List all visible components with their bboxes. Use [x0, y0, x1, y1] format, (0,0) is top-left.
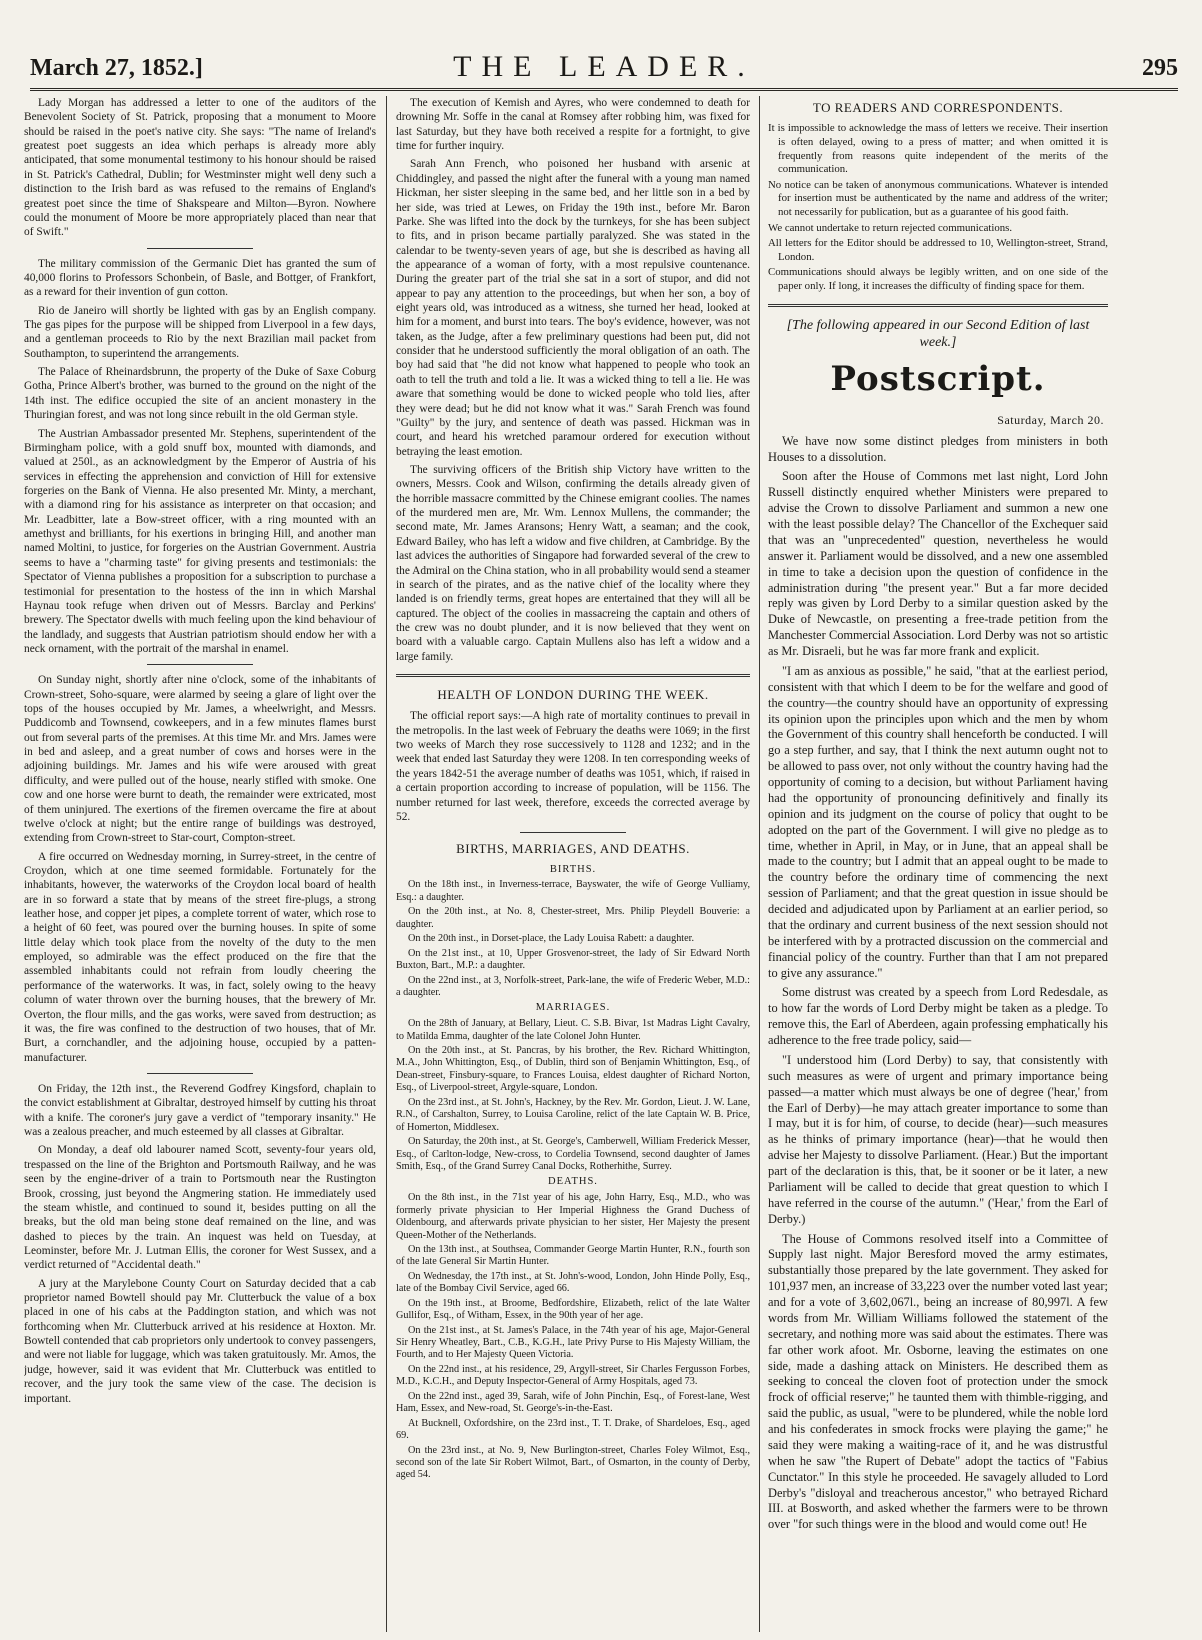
notice: On the 23rd inst., at St. John's, Hackney, by the Rev. Mr. Gordon, Lieut. J. W. Lane, R.N., of Carshalton, Surrey, to Louisa Caroline, relict of the late Captain W. B. Price, of Homerton, Middlesex.: [396, 1096, 750, 1133]
divider: [520, 832, 626, 833]
masthead-rule: [30, 88, 1178, 91]
notice: No notice can be taken of anonymous communications. Whatever is intended for insertion must be authenticated by the name and address of the writer; not necessarily for publication, but as a guarantee of his good faith.: [768, 178, 1108, 218]
edition-note: [The following appeared in our Second Edition of last week.]: [786, 317, 1090, 351]
notice: On the 13th inst., at Southsea, Commander George Martin Hunter, R.N., fourth son of the late General Sir Martin Hunter.: [396, 1243, 750, 1268]
section-rule: [396, 674, 750, 677]
divider: [147, 248, 253, 249]
divider: [147, 1073, 253, 1074]
paragraph: On Sunday night, shortly after nine o'clock, some of the inhabitants of Crown-street, Soho-square, were alarmed by seeing a glare of light over the tops of the houses occupied by Mr. James, a wheelwright, and Messrs. Puddicomb and Townsend, cowkeepers, and in a few minutes flames burst out from several parts of the premises. At this time Mr. and Mrs. James were in bed and asleep, and a great number of cows and horses were in the adjoining buildings. Mr. James and his wife were aroused with great difficulty, and were pulled out of the house, nearly stifled with smoke. One cow and one horse were burnt to death, the remainder were extricated, most of them uninjured. The exertions of the firemen overcame the fire at about twelve o'clock at night; but the entire range of buildings was destroyed, extending from Crown-street to Star-court, Compton-street.: [24, 674, 376, 845]
paragraph: Some distrust was created by a speech from Lord Redesdale, as to how far the words of Lord Derby might be taken as a pledge. To remove this, the Earl of Aberdeen, again professing emphatically his adherence to the free trade policy, said—: [768, 985, 1108, 1048]
postscript-body: [768, 434, 1108, 1534]
notice: On the 18th inst., in Inverness-terrace, Bayswater, the wife of George Vulliamy, Esq.: a daughter.: [396, 879, 750, 903]
divider: [147, 664, 253, 665]
notice: On the 20th inst., at No. 8, Chester-street, Mrs. Philip Pleydell Bouverie: a daughter.: [396, 906, 750, 930]
notice: On the 22nd inst., aged 39, Sarah, wife of John Pinchin, Esq., of Forest-lane, West Ham, Essex, and New-road, St. George's-in-the-East.: [396, 1390, 750, 1415]
paragraph: "I am as anxious as possible," he said, "that at the earliest period, consistent with that which I deem to be for the welfare and good of the country—the country should have an opportunity of expressing its opinion upon the principles upon which and the men by whom the Government of this country shall henceforth be conducted. I will go a step further, and say, that I think the next autumn ought not to be allowed to pass over, not only without the country having had the opportunity of coming to a decision, but without Parliament having had the opportunity of pronouncing definitively and finally its opinion and its judgment on the course of policy that ought to be adopted on the part of the Government. I will give no pledge as to time, whether in April, in May, or in June, that an appeal shall be made to the country; but I admit that an appeal ought to be made to the country before the ordinary time of commencing the next session of Parliament; and that the great question in issue should be decided and adjudicated upon by Parliament at an earlier period, so that the ordinary and current business of the next session should not be interfered with by a protracted discussion on the commercial and financial policy of the country. Further than that I am not prepared to give any assurance.": [768, 663, 1108, 980]
issue-date: March 27, 1852.]: [30, 55, 203, 81]
column-3: [768, 96, 1108, 1632]
dateline: Saturday, March 20.: [997, 412, 1104, 427]
column-1: [24, 96, 376, 1632]
paragraph: The execution of Kemish and Ayres, who were condemned to death for drowning Mr. Soffe in the canal at Romsey after robbing him, was fixed for last Saturday, but they have both received a respite for a fortnight, to give time for further inquiry.: [396, 97, 750, 153]
readers-heading: TO READERS AND CORRESPONDENTS.: [812, 100, 1064, 115]
paragraph: Rio de Janeiro will shortly be lighted with gas by an English company. The gas pipes for the purpose will be shipped from Liverpool in a few days, and a gentleman proceeds to Rio by the next Brazilian mail packet from Southampton, to superintend the arrangements.: [24, 304, 376, 360]
notice: On the 23rd inst., at No. 9, New Burlington-street, Charles Foley Wilmot, Esq., second son of the late Sir Robert Wilmot, Bart., of Osmarton, in the county of Derby, aged 54.: [396, 1444, 750, 1481]
paragraph: The military commission of the Germanic Diet has granted the sum of 40,000 florins to Professors Schonbein, of Basle, and Bottger, of Frankfort, as a reward for their invention of gun cotton.: [24, 257, 376, 299]
page-number: 295: [1142, 55, 1178, 81]
marriages-label: MARRIAGES.: [535, 1002, 611, 1014]
notice: On the 21st inst., at 10, Upper Grosvenor-street, the lady of Sir Edward North Buxton, Bart., M.P.: a daughter.: [396, 947, 750, 972]
paragraph: Soon after the House of Commons met last night, Lord John Russell distinctly enquired whether Ministers were prepared to advise the Crown to dissolve Parliament and summon a new one with the least possible delay? The Chancellor of the Exchequer said that was an "unprecedented" question, nevertheless he would answer it. Parliament would be dissolved, and a new one assembled in time to take a decision upon the question of confidence in the administration during "the present year." But a far more decided reply was given by Lord Derby to a similar question asked by the Duke of Newcastle, on presenting a free-trade petition from the Manchester Commercial Association. Lord Derby was not so artistic as Mr. Disraeli, but he was far more frank and explicit.: [768, 469, 1108, 659]
paragraph: The Palace of Rheinardsbrunn, the property of the Duke of Saxe Coburg Gotha, Prince Albert's brother, was burned to the ground on the night of the 14th inst. The edifice occupied the site of an ancient monastery in the Thuringian forest, and was not long since rebuilt in the old German style.: [24, 366, 376, 422]
notice: On the 21st inst., at St. James's Palace, in the 74th year of his age, Major-General Sir Henry Wheatley, Bart., C.B., K.G.H., late Privy Purse to His Majesty William, the Fourth, and to Her Majesty Queen Victoria.: [396, 1324, 750, 1361]
postscript-heading: Postscript.: [830, 358, 1046, 399]
paragraph: The official report says:—A high rate of mortality continues to prevail in the metropolis. In the last week of February the deaths were 1069; in the first two weeks of March they rose successively to 1128 and 1232; and in the week that ended last Saturday they were 1208. In ten corresponding weeks of the years 1842-51 the average number of deaths was 1051, which, if raised in a certain proportion according to increase of population, will be 1156. The number returned for last week, therefore, exceeds the corrected average by 52.: [396, 710, 750, 823]
paragraph: The House of Commons resolved itself into a Committee of Supply last night. Major Beresford moved the army estimates, substantially those prepared by the late government. They asked for 101,937 men, an increase of 33,223 over the number voted last year; and for a vote of 3,602,067l., being an increase of 80,997l. A few words from Mr. William Williams followed the statement of the secretary, and nothing more was said about the estimates. There was far other work afoot. Mr. Osborne, leaving the estimates on one side, made a dashing attack on Ministers. He described them as seeking to conceal the cloven foot of protection under the smock frock of official reserve;" he taunted them with thimble-rigging, and said the public, as usual, "were to be plundered, while the noble lord and his confederates in smock frocks were playing the game;" he said they were making a waiting-race of it, and he was distrustful when he saw "the Rupert of Debate" adopt the tactics of "Fabius Cunctator." In this style he proceeded. He savagely alluded to Lord Derby's "disloyal and treacherous ancestor," who betrayed Richard III. at Bosworth, and asked whether the farmers were to be thrown over "for such things were in the blood and would come out! He: [768, 1231, 1108, 1532]
paragraph: Lady Morgan has addressed a letter to one of the auditors of the Benevolent Society of St. Patrick, proposing that a monument to Moore should be raised in the poet's native city. She says: "The name of Ireland's greatest poet suggests an idea which perhaps is already more ably anticipated, that some monumental testimony to his honour should be raised in St. Patrick's Cathedral, Dublin; for Westminster might well deny such a distinction to the Irish bard as was refused to the remains of England's greatest poet since the time of Shakspeare and Milton—Byron. Nowhere could the monument of Moore be more appropriately placed than near that of Swift.": [24, 97, 376, 239]
bmd-notices: [396, 864, 750, 1482]
section-heading-health: HEALTH OF LONDON DURING THE WEEK.: [437, 687, 709, 703]
notice: On the 8th inst., in the 71st year of his age, John Harry, Esq., M.D., who was formerly private physician to Her Imperial Highness the Grand Duchess of Oldenbourg, and afterwards private physician to her sister, Her Majesty the present Queen-Mother of the Netherlands.: [396, 1192, 750, 1241]
births-label: BIRTHS.: [549, 863, 597, 875]
notice: On the 20th inst., in Dorset-place, the Lady Louisa Rabett: a daughter.: [408, 933, 695, 945]
paragraph: A jury at the Marylebone County Court on Saturday decided that a cab proprietor named Bowtell should pay Mr. Clutterbuck the value of a box placed in one of his cabs at the Paddington station, and which was not forthcoming when Mr. Clutterbuck arrived at his residence at Hoxton. Mr. Bowtell contended that cab proprietors only undertook to convey passengers, and were not liable for luggage, which was taken gratuitously. Mr. Amos, the judge, however, said it was evident that Mr. Clutterbuck was entitled to recover, and the jury took the same view of the case. The decision is important.: [24, 1277, 376, 1405]
notice: It is impossible to acknowledge the mass of letters we receive. Their insertion is often delayed, owing to a press of matter; and when omitted it is frequently from reasons quite independent of the merits of the communication.: [768, 122, 1108, 176]
paragraph: The Austrian Ambassador presented Mr. Stephens, superintendent of the Birmingham police, with a gold snuff box, mounted with diamonds, and valued at 250l., as an acknowledgment by the Emperor of Austria of his services in effecting the apprehension and conviction of Hill for extensive forgeries on the Bank of Vienna. He also presented Mr. Minty, a merchant, with a diamond ring for his assistance as interpreter on that occasion; and Mr. Leadbitter, late a Bow-street officer, with a ring mounted with an amethyst and brilliants, for his exertions in bringing Hill, and another man named Moltini, to justice, for forgeries on the Austrian Government. Austria seems to have a "charming taste" for giving presents and testimonials: the Spectator of Vienna publishes a proposition for a subscription to purchase a testimonial for presentation to the hostess of the inn in which Marshal Haynau took refuge when driven out of Messrs. Barclay and Perkins' brewery. The Spectator dwells with much feeling upon the kind behaviour of the landlady, and suggests that Austrian patriotism should endow her with a neck ornament, with the portrait of the marshal in enamel.: [24, 427, 376, 655]
deaths-label: DEATHS.: [548, 1176, 598, 1188]
column-divider: [386, 96, 387, 1632]
notice: At Bucknell, Oxfordshire, on the 23rd inst., T. T. Drake, of Shardeloes, Esq., aged 69.: [396, 1417, 750, 1442]
notice: Communications should always be legibly written, and on one side of the paper only. If long, it increases the difficulty of finding space for them.: [768, 266, 1108, 292]
paragraph: The surviving officers of the British ship Victory have written to the owners, Messrs. Cook and Wilson, confirming the details already given of the horrible massacre committed by the Chinese emigrant coolies. The names of the murdered men are, Mr. Wm. Lennox Mullens, the commander; the second mate, Mr. James Aransons; Henry Watt, a seaman; and the cook, Edward Bailey, who has left a widow and five children, at Cambridge. By the last advices the authorities of Singapore had forwarded several of the crew to the Admiral on the China station, who in all probability would send a steamer in search of the pirates, and as the native chief of the locality where they landed is on friendly terms, great hopes are entertained that they will all be captured. The object of the coolies in massacreing the captain and others of the crew was no doubt plunder, and it is now believed that they went on board with a valuable cargo. Captain Mullens also has left a widow and a large family.: [396, 463, 750, 663]
paragraph: On Friday, the 12th inst., the Reverend Godfrey Kingsford, chaplain to the convict establishment at Gibraltar, destroyed himself by cutting his throat with a knife. The coroner's jury gave a verdict of "temporary insanity." He was a zealous preacher, and much esteemed by all classes at Gibraltar.: [24, 1083, 376, 1139]
paragraph: A fire occurred on Wednesday morning, in Surrey-street, in the centre of Croydon, which at one time seemed formidable. Fortunately for the inhabitants, however, the waterworks of the Croydon local board of health are in so forward a state that by means of the street fire-plugs, a strong leather hose, and copper jet pipes, a complete torrent of water, which rose to a height of 60 feet, was poured over the burning houses. In spite of some little delay which took place from the novelty of the duty to the men employed, so admirable was the effect produced on the fire that the assembled inhabitants could not refrain from loudly cheering the performance of the waterworks. It was, in fact, solely owing to the heavy column of water thrown over the burning houses, that the brewery of Mr. Overton, the flour mills, and the gas works, were saved from destruction; as it was, the fire was confined to the destruction of two houses, that of Mr. Burt, a cornchandler, and the adjoining house, occupied by a patten-manufacturer.: [24, 850, 376, 1064]
notice: On the 22nd inst., at his residence, 29, Argyll-street, Sir Charles Fergusson Forbes, M.D., K.C.H., and Deputy Inspector-General of Army Hospitals, aged 73.: [396, 1363, 750, 1388]
notice: On the 20th inst., at St. Pancras, by his brother, the Rev. Richard Whittington, M.A., John Whittington, Esq., of Dublin, third son of Benjamin Whittington, Esq., of Dean-street, Finsbury-square, to Frances Louisa, eldest daughter of Richard Norton, Esq., of Liverpool-street, Argyle-square, London.: [396, 1045, 750, 1094]
notice: On the 28th of January, at Bellary, Lieut. C. S.B. Bivar, 1st Madras Light Cavalry, to Matilda Emma, daughter of the late Colonel John Hunter.: [396, 1018, 750, 1042]
paragraph: Sarah Ann French, who poisoned her husband with arsenic at Chiddingley, and passed the night after the funeral with a young man named Hickman, her sister sleeping in the same bed, and her little son in a bed by her side, was tried at Lewes, on Friday the 19th inst., before Mr. Baron Parke. She was lifted into the dock by the turnkeys, for she has been subject to fits, and in prison became partially paralyzed. She was stated in the calendar to be twenty-seven years of age, but she is described as having all the appearance of a woman of forty, with a most repulsive countenance. During the greater part of the trial she sat in a sort of stupor, and did not appear to pay any attention to the proceedings, but when her son, a boy of eight years old, was introduced as a witness, she turned her head, looked at him for a moment, and burst into tears. The boy's evidence, however, was not taken, as the Judge, after a few preliminary questions had been put, did not consider that he understood sufficiently the moral obligation of an oath. The boy had said that "he did not know what happened to people who took an oath to tell the truth and told a lie. It was a wicked thing to tell a lie. He was aware that something would be done to wicked people who told lies, after they were dead; but he did not know what it was." Sarah French was found "Guilty" by the jury, and sentence of death was passed. Hickman was in court, and heard his wretched paramour ordered for execution without betraying the least emotion.: [396, 158, 750, 458]
paragraph: On Monday, a deaf old labourer named Scott, seventy-four years old, trespassed on the line of the Brighton and Portsmouth Railway, and he was seen by the engine-driver of a train to Portsmouth near the Rustington Brook, crossing, just beyond the Angmering station. He immediately used the steam whistle, and continued to sound it, besides putting on all the breaks, but the old man being stone deaf remained on the line, and was dashed to pieces by the train. An inquest was held on Tuesday, at Leominster, before Mr. J. Lutman Ellis, the coroner for West Sussex, and a verdict returned of "Accidental death.": [24, 1144, 376, 1272]
notice: On the 22nd inst., at 3, Norfolk-street, Park-lane, the wife of Frederic Weber, M.D.: a daughter.: [396, 974, 750, 998]
paragraph: We have now some distinct pledges from ministers in both Houses to a dissolution.: [768, 433, 1108, 464]
notice: On the 19th inst., at Broome, Bedfordshire, Elizabeth, relict of the late Walter Gullifor, Esq., of Witham, Essex, in the 90th year of her age.: [396, 1297, 750, 1322]
notice: We cannot undertake to return rejected communications.: [768, 221, 1013, 234]
masthead: [30, 40, 1178, 86]
paragraph: "I understood him (Lord Derby) to say, that consistently with such measures as were of urgent and primary importance being passed—a matter which must always be one of degree ('hear,' from the Earl of Derby)—he may attach greater importance to some than I may, but it is for him, of course, to decide (hear)—such measures as he thinks of primary importance (hear)—that he would then advise her Majesty to dissolve Parliament. (Hear.) But the important part of the declaration is this, that, be it sooner or be it later, a new Parliament will be called to decide that great question to which I have referred in the course of the autumn." ('Hear,' from the Earl of Derby.): [768, 1052, 1108, 1226]
notice: All letters for the Editor should be addressed to 10, Wellington-street, Strand, London.: [768, 237, 1108, 263]
paper-title: THE LEADER.: [453, 50, 755, 83]
section-rule: [768, 304, 1108, 307]
notice: On Wednesday, the 17th inst., at St. John's-wood, London, John Hinde Polly, Esq., late of the Bombay Civil Service, aged 66.: [396, 1270, 750, 1295]
column-2: [396, 96, 750, 1632]
notice: On Saturday, the 20th inst., at St. George's, Camberwell, William Frederick Messer, Esq., of Carlton-lodge, New-cross, to Cordelia Townsend, second daughter of James Smith, Esq., of the Grand Surrey Canal Docks, Rotherhithe, Surrey.: [396, 1136, 750, 1172]
section-heading-bmd: BIRTHS, MARRIAGES, AND DEATHS.: [456, 841, 690, 857]
column-divider: [759, 96, 760, 1632]
